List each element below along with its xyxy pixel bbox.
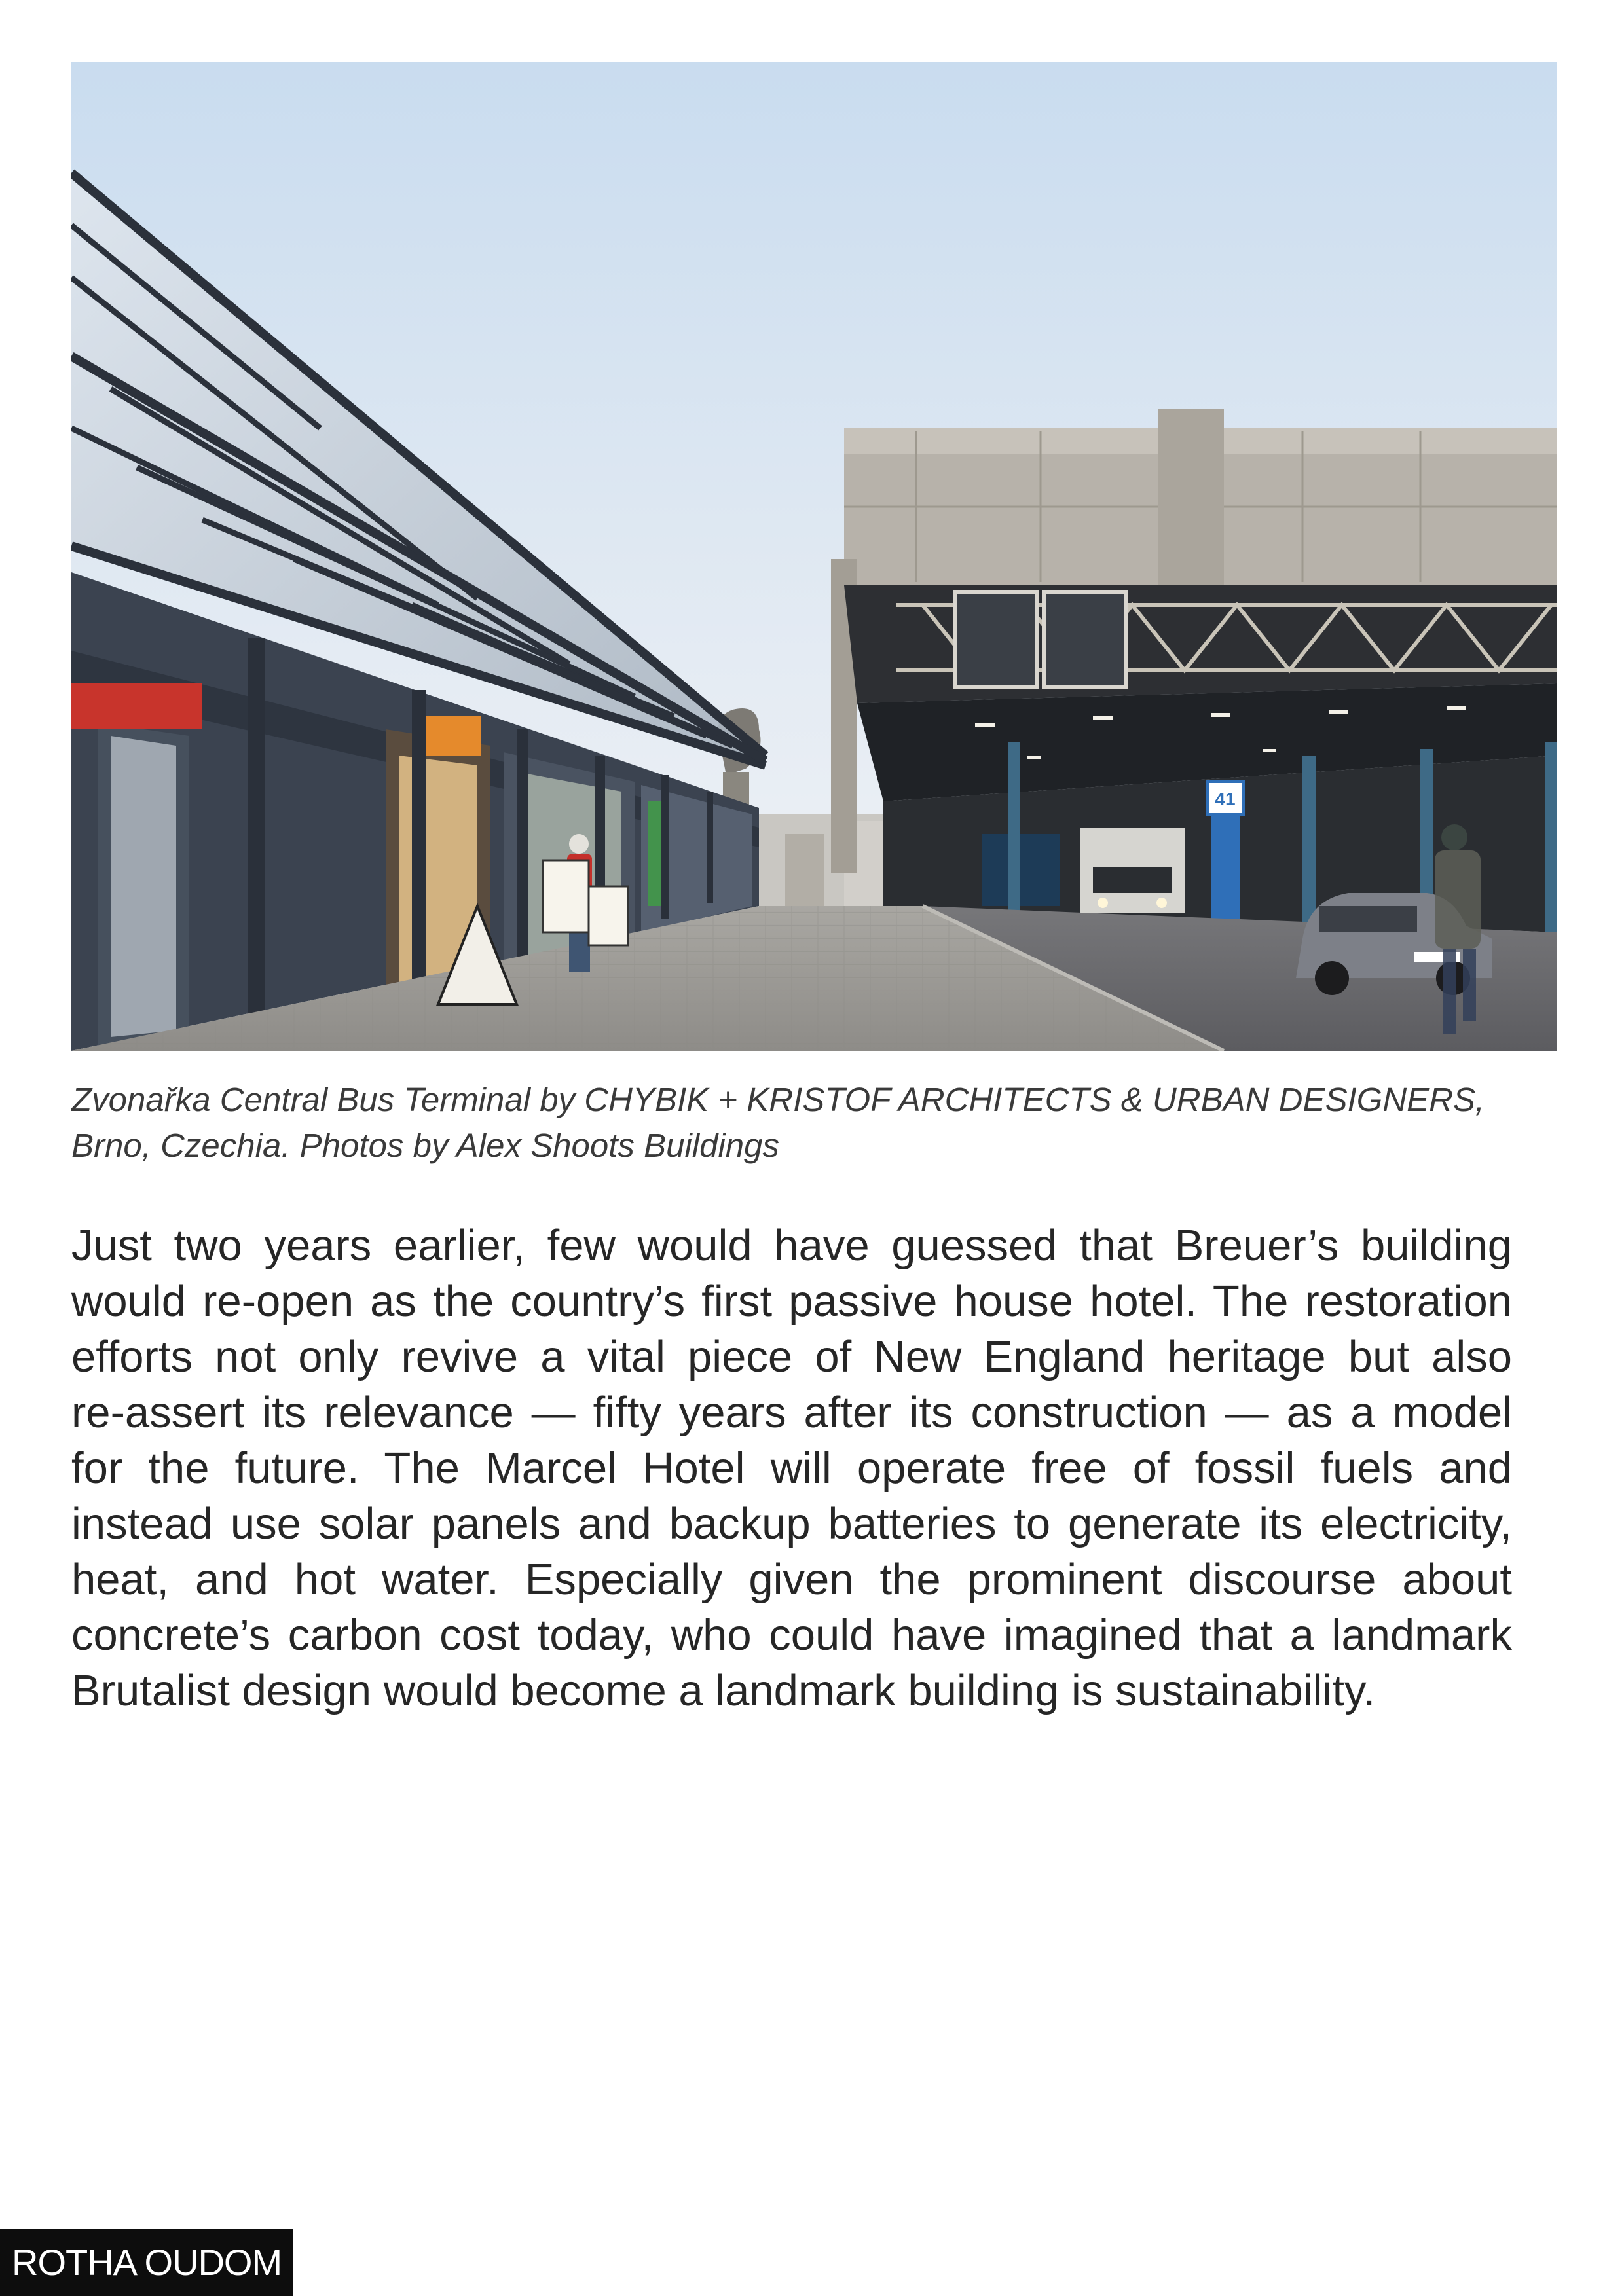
author-footer-tag: ROTHA OUDOM	[0, 2229, 293, 2296]
body-line: efforts not only revive a vital piece of New England heritage but also	[71, 1332, 1512, 1381]
orange-shop-sign	[422, 716, 481, 756]
body-line: heat, and hot water. Especially given the prominent discourse about	[71, 1555, 1512, 1604]
body-line: Brutalist design would become a landmark building is sustainability.	[71, 1666, 1376, 1715]
caption-line-1: Zvonařka Central Bus Terminal by CHYBIK + KRISTOF ARCHITECTS & URBAN DESIGNERS,	[71, 1081, 1485, 1118]
body-paragraph	[71, 1218, 1512, 1719]
departure-board	[955, 592, 1037, 687]
bay-sign-number: 41	[1215, 789, 1236, 809]
body-line: Just two years earlier, few would have guessed that Breuer’s building	[71, 1221, 1512, 1270]
photo-caption	[71, 1077, 1597, 1169]
shop-red-sign	[71, 683, 202, 729]
body-line: re-assert its relevance — fifty years after its construction — as a model	[71, 1388, 1512, 1437]
body-line: for the future. The Marcel Hotel will operate free of fossil fuels and	[71, 1444, 1512, 1493]
body-line: concrete’s carbon cost today, who could have imagined that a landmark	[71, 1611, 1512, 1660]
body-line: would re-open as the country’s first passive house hotel. The restoration	[71, 1277, 1512, 1326]
bus-terminal-photo	[71, 62, 1557, 1051]
body-line: instead use solar panels and backup batteries to generate its electricity,	[71, 1499, 1512, 1548]
caption-line-2: Brno, Czechia. Photos by Alex Shoots Buildings	[71, 1127, 780, 1164]
